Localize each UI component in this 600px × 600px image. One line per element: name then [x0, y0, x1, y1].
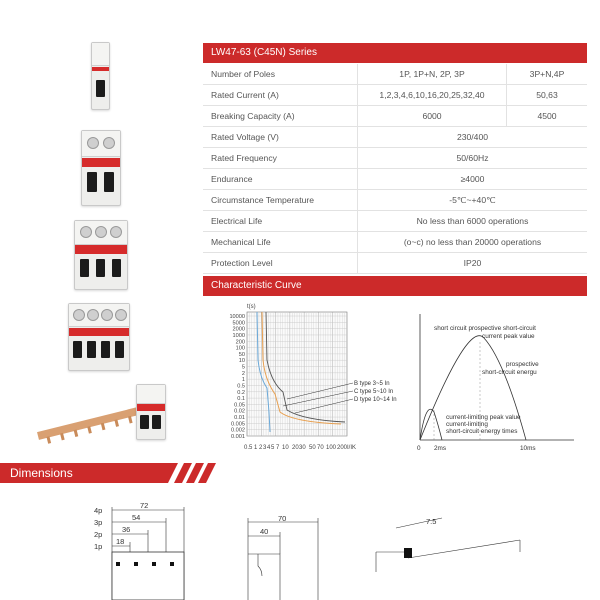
- trip-x-tick: 10: [282, 445, 289, 451]
- trip-y-tick: 0.01: [234, 415, 245, 422]
- trip-y-tick: 0.005: [231, 421, 245, 428]
- row-value: 1P, 1P+N, 2P, 3P: [358, 64, 507, 85]
- trip-y-tick: 0.2: [237, 389, 245, 396]
- table-row: [203, 148, 587, 169]
- label-limiting-peak: current-limiting peak value: [446, 414, 521, 421]
- row-label: Protection Level: [203, 253, 358, 274]
- legend-b-type: B type 3~5 In: [354, 381, 390, 387]
- label-limiting: current-limiting: [446, 421, 488, 428]
- row-value: IP20: [358, 253, 588, 274]
- row-label: Endurance: [203, 169, 358, 190]
- pole-3p: 3p: [94, 518, 103, 527]
- label-peak-line1: short circuit prospective short-circuit: [434, 325, 536, 332]
- row-label: Rated Frequency: [203, 148, 358, 169]
- spec-table: [203, 64, 587, 274]
- row-value: -5℃~+40℃: [358, 190, 588, 211]
- row-label: Mechanical Life: [203, 232, 358, 253]
- trip-y-tick: 100: [235, 345, 245, 352]
- row-value: 3P+N,4P: [507, 64, 588, 85]
- label-prospective-line2: short-circuit energu: [482, 369, 537, 376]
- table-row: [203, 85, 587, 106]
- trip-y-unit: t(s): [247, 304, 256, 310]
- table-row: [203, 64, 587, 85]
- pole-4p: 4p: [94, 506, 103, 515]
- characteristic-curve-title: Characteristic Curve: [203, 276, 587, 296]
- trip-x-tick: 20: [292, 445, 299, 451]
- row-label: Breaking Capacity (A): [203, 106, 358, 127]
- dimensions-banner: [0, 463, 600, 483]
- current-limiting-diagram: [412, 300, 590, 458]
- trip-x-tick: 3: [263, 445, 267, 451]
- trip-x-tick: 0.5: [244, 445, 253, 451]
- label-energy: short-circuit energy times: [446, 428, 518, 435]
- trip-y-tick: 200: [235, 339, 245, 346]
- side-7-5: 7.5: [426, 517, 437, 526]
- trip-y-tick: 0.002: [231, 427, 245, 434]
- row-label: Electrical Life: [203, 211, 358, 232]
- dimensions-title: Dimensions: [10, 466, 73, 480]
- width-1p: 18: [116, 537, 125, 546]
- trip-y-tick: 1000: [232, 332, 245, 339]
- row-value: No less than 6000 operations: [358, 211, 588, 232]
- trip-x-tick: 2: [259, 445, 263, 451]
- depth-40: 40: [260, 527, 269, 536]
- row-value: 4500: [507, 106, 588, 127]
- trip-y-tick: 5: [241, 364, 245, 371]
- x-tick-10ms: 10ms: [520, 445, 536, 452]
- row-value: 230/400: [358, 127, 588, 148]
- trip-x-tick: 1: [254, 445, 258, 451]
- trip-y-tick: 1: [241, 377, 245, 384]
- rail-view-drawing: [370, 512, 540, 600]
- pole-2p: 2p: [94, 530, 103, 539]
- width-3p: 54: [132, 513, 141, 522]
- trip-curve-chart: [203, 300, 408, 458]
- trip-x-tick: 70: [317, 445, 324, 451]
- legend-d-type: D type 10~14 In: [354, 397, 397, 403]
- trip-y-tick: 2000: [232, 326, 245, 333]
- row-value: ≥4000: [358, 169, 588, 190]
- trip-y-tick: 0.001: [231, 434, 245, 440]
- row-label: Number of Poles: [203, 64, 358, 85]
- table-row: [203, 211, 587, 232]
- row-value: 6000: [358, 106, 507, 127]
- table-row: [203, 127, 587, 148]
- row-value: 50,63: [507, 85, 588, 106]
- trip-y-tick: 50: [238, 351, 245, 358]
- depth-70: 70: [278, 514, 287, 523]
- row-label: Rated Current (A): [203, 85, 358, 106]
- pole-1p: 1p: [94, 542, 103, 551]
- side-view-drawing: [240, 514, 330, 600]
- table-row: [203, 232, 587, 253]
- spec-table-title: LW47-63 (C45N) Series: [203, 43, 587, 63]
- trip-y-tick: 0.05: [234, 402, 245, 409]
- table-row: [203, 169, 587, 190]
- legend-c-type: C type 5~10 In: [354, 389, 394, 395]
- table-row: [203, 253, 587, 274]
- table-row: [203, 190, 587, 211]
- trip-x-tick: 5: [271, 445, 275, 451]
- trip-x-unit: I/IK: [347, 445, 357, 451]
- row-label: Circumstance Temperature: [203, 190, 358, 211]
- table-row: [203, 106, 587, 127]
- trip-x-tick: 200: [337, 445, 348, 451]
- trip-x-tick: 100: [326, 445, 337, 451]
- trip-x-tick: 30: [299, 445, 306, 451]
- row-label: Rated Voltage (V): [203, 127, 358, 148]
- trip-x-tick: 7: [276, 445, 280, 451]
- trip-y-tick: 0.02: [234, 408, 245, 415]
- front-view-drawing: [90, 498, 200, 600]
- trip-x-tick: 50: [309, 445, 316, 451]
- row-value: 50/60Hz: [358, 148, 588, 169]
- trip-y-tick: 2: [241, 370, 245, 377]
- x-tick-0: 0: [417, 445, 421, 452]
- trip-y-tick: 0.5: [237, 383, 245, 390]
- x-tick-2ms: 2ms: [434, 445, 447, 452]
- width-2p: 36: [122, 525, 131, 534]
- row-value: 1,2,3,4,6,10,16,20,25,32,40: [358, 85, 507, 106]
- trip-y-tick: 10: [238, 358, 245, 365]
- trip-y-tick: 5000: [232, 320, 245, 327]
- label-peak-line2: current peak value: [482, 333, 535, 340]
- label-prospective-line1: prospective: [506, 361, 539, 368]
- trip-y-tick: 10000: [229, 314, 245, 320]
- trip-y-tick: 0.1: [237, 396, 245, 403]
- row-value: (o~c) no less than 20000 operations: [358, 232, 588, 253]
- trip-x-tick: 4: [267, 445, 271, 451]
- width-4p: 72: [140, 501, 149, 510]
